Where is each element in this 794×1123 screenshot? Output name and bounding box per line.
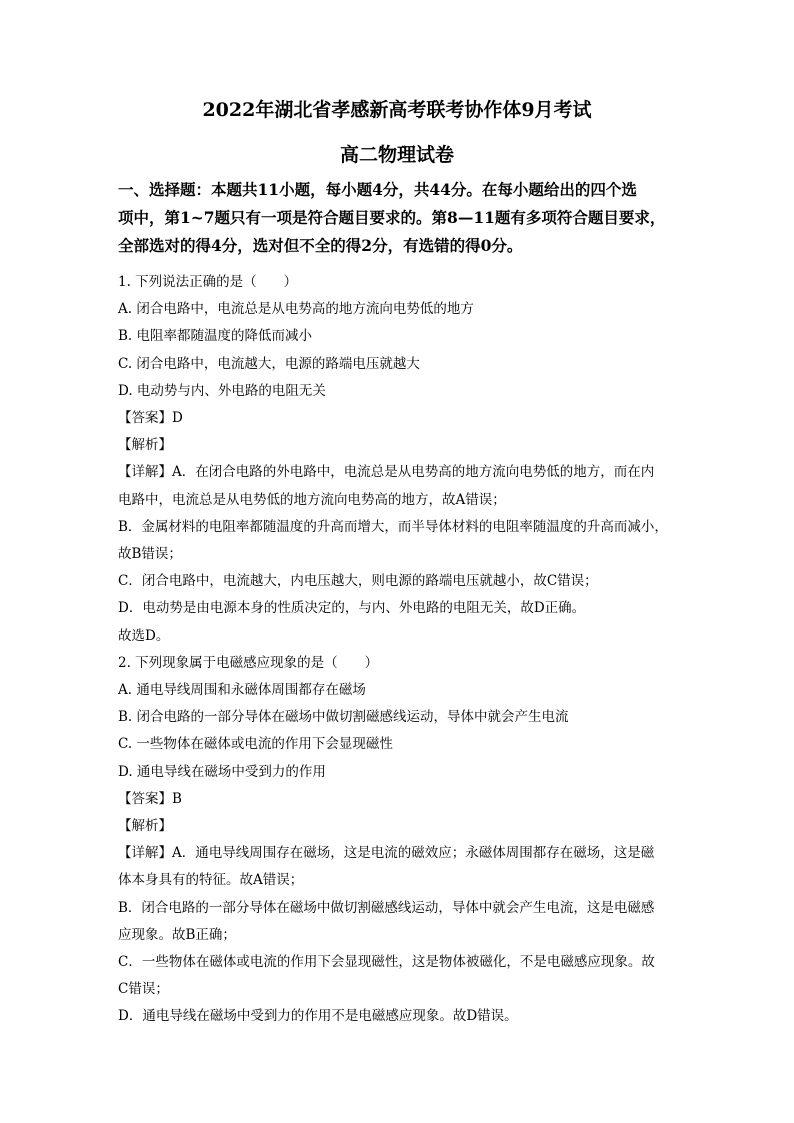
questions-body [118,269,680,1031]
option-b: B. 电阻率都随温度的降低而减小 [118,328,313,345]
option-c: C. 闭合电路中，电流越大，电源的路端电压就越大 [118,355,420,372]
answer-label: 【答案】B [118,790,182,807]
detail-line: 故B错误； [118,546,182,563]
detail-line: 【详解】A．在闭合电路的外电路中，电流总是从电势高的地方流向电势低的地方，而在内 [118,464,655,481]
section-header [118,176,680,260]
option-c: C. 一些物体在磁体或电流的作用下会显现磁性 [118,736,393,753]
detail-line: C．一些物体在磁体或电流的作用下会显现磁性，这是物体被磁化，不是电磁感应现象。故 [118,954,655,971]
conclusion-line: 故选D。 [118,627,170,644]
question-2 [118,650,680,1031]
document-subtitle: 高二物理试卷 [339,144,454,166]
option-a: A. 通电导线周围和永磁体周围都存在磁场 [118,682,366,699]
option-b: B. 闭合电路的一部分导体在磁场中做切割磁感线运动，导体中就会产生电流 [118,709,569,726]
detail-line: D．电动势是由电源本身的性质决定的，与内、外电路的电阻无关，故D正确。 [118,600,586,617]
detail-line: 【详解】A．通电导线周围存在磁场，这是电流的磁效应；永磁体周围都存在磁场，这是磁 [118,845,655,862]
option-d: D. 通电导线在磁场中受到力的作用 [118,763,326,780]
detail-line: B．闭合电路的一部分导体在磁场中做切割磁感线运动，导体中就会产生电流，这是电磁感 [118,899,655,916]
analysis-label: 【解析】 [118,818,172,835]
option-d: D. 电动势与内、外电路的电阻无关 [118,382,326,399]
detail-line: 体本身具有的特征。故A错误； [118,872,304,889]
question-stem: 2. 下列现象属于电磁感应现象的是（ ） [118,654,379,671]
section-header-line: 项中，第1~7题只有一项是符合题目要求的。第8—11题有多项符合题目要求， [118,208,666,227]
detail-line: 电路中，电流总是从电势低的地方流向电势高的地方，故A错误； [118,491,506,508]
section-header-line: 全部选对的得4分，选对但不全的得2分，有选错的得0分。 [118,236,523,255]
question-stem: 1. 下列说法正确的是（ ） [118,274,298,290]
question-1 [118,269,680,650]
detail-line: C．闭合电路中，电流越大，内电压越大，则电源的路端电压就越小，故C错误； [118,573,598,590]
analysis-label: 【解析】 [118,437,172,454]
document-title: 2022年湖北省孝感新高考联考协作体9月考试 [202,99,592,121]
option-a: A. 闭合电路中，电流总是从电势高的地方流向电势低的地方 [118,301,474,318]
detail-line: B．金属材料的电阻率都随温度的升高而增大，而半导体材料的电阻率随温度的升高而减小， [118,518,668,535]
section-header-line: 一、选择题：本题共11小题，每小题4分，共44分。在每小题给出的四个选 [118,180,637,199]
detail-line: 应现象。故B正确； [118,926,236,943]
detail-line: D．通电导线在磁场中受到力的作用不是电磁感应现象。故D错误。 [118,1008,518,1025]
detail-line: C错误； [118,981,169,998]
answer-label: 【答案】D [118,410,183,427]
